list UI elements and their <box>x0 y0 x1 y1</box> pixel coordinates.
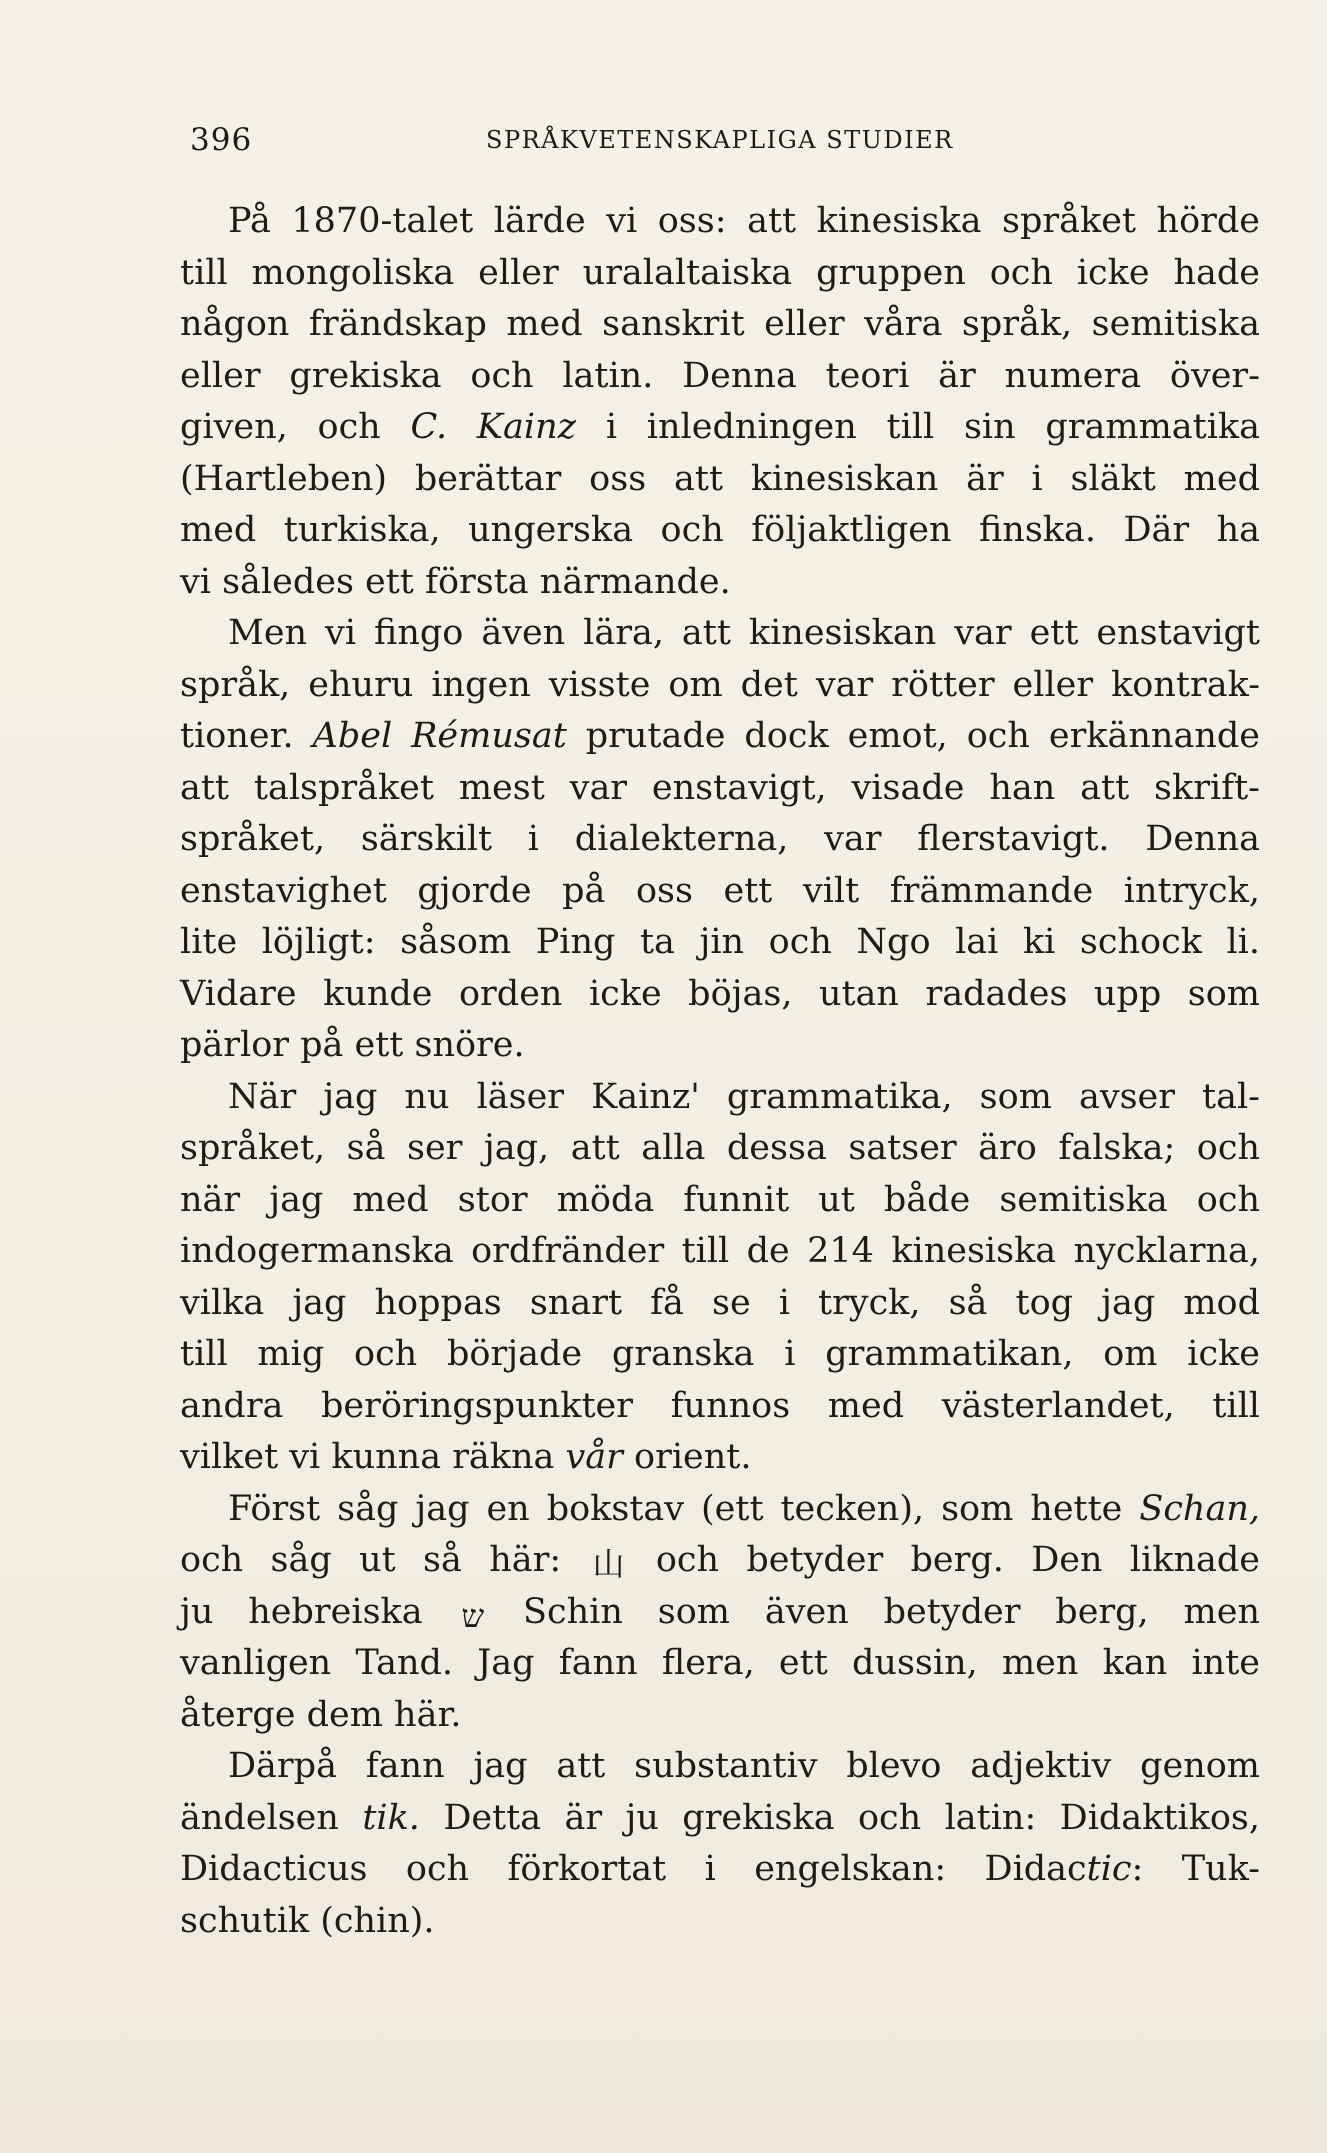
p4-line-5: återge dem här. <box>180 1694 462 1735</box>
p5-line-3 <box>180 1844 1260 1896</box>
p4-line-2a: och såg ut så här: <box>180 1540 589 1580</box>
p1-line-7: med turkiska, ungerska och följaktligen finska. Där ha <box>180 510 1260 550</box>
running-head: SPRÅKVETENSKAPLIGA STUDIER <box>486 126 954 154</box>
p2-line-5: språket, särskilt i dialekterna, var flerstavigt. Denna <box>180 819 1260 859</box>
chinese-mountain-glyph: 山 <box>592 1545 625 1583</box>
p3-line-4: indogermanska ordfränder till de 214 kinesiska nycklarna, <box>180 1231 1260 1271</box>
p5-line-4: schutik (chin). <box>180 1900 435 1941</box>
suffix-tik: tik. <box>362 1797 420 1838</box>
p1-line-5c: i inledningen till sin grammatika <box>576 407 1260 447</box>
p5-line-2 <box>180 1793 1260 1845</box>
p4-line-1a: Först såg jag en bokstav (ett tecken), som hette <box>228 1488 1140 1529</box>
p2-line-8: Vidare kunde orden icke böjas, utan radades upp som <box>180 973 1260 1014</box>
p4-line-2 <box>180 1535 1260 1587</box>
p5-line-1: Därpå fann jag att substantiv blevo adjektiv genom <box>228 1746 1260 1786</box>
suffix-tic: tic <box>1086 1849 1132 1889</box>
p2-line-4: att talspråket mest var enstavigt, visade han att skrift- <box>180 767 1260 808</box>
p3-line-8a: vilket vi kunna räkna <box>180 1437 566 1477</box>
p1-line-2: till mongoliska eller uralaltaiska gruppen och icke hade <box>180 252 1260 293</box>
p1-line-5 <box>180 402 1260 454</box>
p3-line-8c: orient. <box>622 1437 752 1477</box>
p4-line-3a: ju hebreiska <box>180 1591 458 1632</box>
p1-line-8: vi således ett första närmande. <box>180 561 731 602</box>
p4-line-4: vanligen Tand. Jag fann flera, ett dussin, men kan inte <box>180 1643 1260 1683</box>
p4-line-1 <box>180 1484 1260 1536</box>
p4-line-2c: och betyder berg. Den liknade <box>628 1540 1260 1580</box>
emphasis-var: vår <box>565 1437 623 1477</box>
p5-line-2a: ändelsen <box>180 1797 363 1838</box>
p3-line-1: När jag nu läser Kainz' grammatika, som avser tal- <box>228 1076 1260 1117</box>
p2-line-3c: prutade dock emot, och erkännande <box>566 716 1260 756</box>
word-schan: Schan, <box>1139 1488 1260 1529</box>
p3-line-2: språket, så ser jag, att alla dessa satser äro falska; och <box>180 1128 1260 1168</box>
p4-line-3 <box>180 1587 1260 1639</box>
author-name-kainz: C. Kainz <box>410 407 577 447</box>
p1-line-4: eller grekiska och latin. Denna teori är numera över- <box>180 355 1260 396</box>
p1-line-1: På 1870-talet lärde vi oss: att kinesiska språket hörde <box>228 201 1260 241</box>
p2-line-9: pärlor på ett snöre. <box>180 1025 525 1065</box>
page-number: 396 <box>190 122 253 158</box>
p5-line-3a: Didacticus och förkortat i engelskan: Didac <box>180 1849 1087 1889</box>
p4-line-3c: Schin som även betyder berg, men <box>488 1591 1260 1632</box>
p2-line-3 <box>180 711 1260 763</box>
page-header <box>190 122 1260 162</box>
p1-line-6: (Hartleben) berättar oss att kinesiskan är i släkt med <box>180 458 1260 499</box>
p2-line-7: lite löjligt: såsom Ping ta jin och Ngo lai ki schock li. <box>180 922 1260 962</box>
p5-line-2c: Detta är ju grekiska och latin: Didaktikos, <box>419 1797 1260 1838</box>
p3-line-6: till mig och började granska i grammatikan, om icke <box>180 1334 1260 1374</box>
p2-line-2: språk, ehuru ingen visste om det var rötter eller kontrak- <box>180 664 1260 705</box>
p3-line-5: vilka jag hoppas snart få se i tryck, så tog jag mod <box>180 1282 1260 1323</box>
p3-line-8 <box>180 1432 1260 1484</box>
author-name-remusat: Abel Rémusat <box>312 716 567 756</box>
p3-line-7: andra beröringspunkter funnos med västerlandet, till <box>180 1385 1260 1426</box>
p1-line-5a: given, och <box>180 407 411 447</box>
p1-line-3: någon frändskap med sanskrit eller våra språk, semitiska <box>180 304 1260 344</box>
p2-line-1: Men vi fingo även lära, att kinesiskan var ett enstavigt <box>228 613 1260 653</box>
p5-line-3c: : Tuk- <box>1131 1849 1260 1889</box>
body-text <box>180 196 1260 1947</box>
p2-line-3a: tioner. <box>180 716 313 756</box>
p3-line-3: när jag med stor möda funnit ut både semitiska och <box>180 1179 1260 1220</box>
hebrew-shin-glyph: ש <box>461 1596 485 1635</box>
p2-line-6: enstavighet gjorde på oss ett vilt främmande intryck, <box>180 870 1260 911</box>
